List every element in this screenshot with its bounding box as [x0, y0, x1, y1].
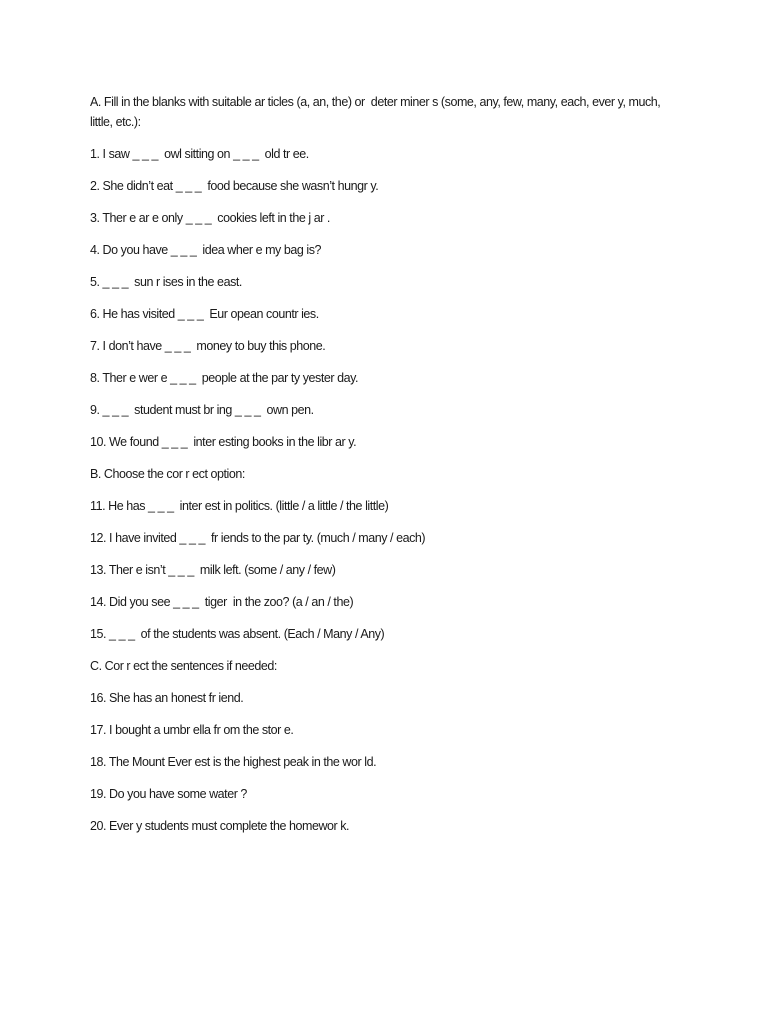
- section-a-heading: A. Fill in the blanks with suitable ar ticles (a, an, the) or deter miner s (some, any, few, many, each, ever y, much, little, etc.):: [90, 95, 664, 129]
- question-2: 2. She didn’t eat _ _ _ food because she wasn’t hungr y.: [90, 179, 379, 193]
- question-18: 18. The Mount Ever est is the highest peak in the wor ld.: [90, 755, 377, 769]
- question-13: 13. Ther e isn’t _ _ _ milk left. (some / any / few): [90, 563, 336, 577]
- question-8: 8. Ther e wer e _ _ _ people at the par ty yester day.: [90, 371, 359, 385]
- section-b-heading: B. Choose the cor r ect option:: [90, 467, 245, 481]
- question-4: 4. Do you have _ _ _ idea wher e my bag is?: [90, 243, 322, 257]
- question-16: 16. She has an honest fr iend.: [90, 691, 244, 705]
- question-11: 11. He has _ _ _ inter est in politics. (little / a little / the little): [90, 499, 389, 513]
- question-1: 1. I saw _ _ _ owl sitting on _ _ _ old tr ee.: [90, 147, 309, 161]
- question-15: 15. _ _ _ of the students was absent. (Each / Many / Any): [90, 627, 385, 641]
- question-3: 3. Ther e ar e only _ _ _ cookies left in the j ar .: [90, 211, 330, 225]
- question-17: 17. I bought a umbr ella fr om the stor e.: [90, 723, 294, 737]
- worksheet: [90, 92, 680, 848]
- question-19: 19. Do you have some water ?: [90, 787, 247, 801]
- question-9: 9. _ _ _ student must br ing _ _ _ own pen.: [90, 403, 314, 417]
- question-20: 20. Ever y students must complete the homewor k.: [90, 819, 350, 833]
- question-5: 5. _ _ _ sun r ises in the east.: [90, 275, 242, 289]
- question-7: 7. I don’t have _ _ _ money to buy this phone.: [90, 339, 326, 353]
- question-10: 10. We found _ _ _ inter esting books in the libr ar y.: [90, 435, 357, 449]
- question-12: 12. I have invited _ _ _ fr iends to the par ty. (much / many / each): [90, 531, 426, 545]
- question-14: 14. Did you see _ _ _ tiger in the zoo? (a / an / the): [90, 595, 354, 609]
- section-c-heading: C. Cor r ect the sentences if needed:: [90, 659, 277, 673]
- question-6: 6. He has visited _ _ _ Eur opean countr ies.: [90, 307, 319, 321]
